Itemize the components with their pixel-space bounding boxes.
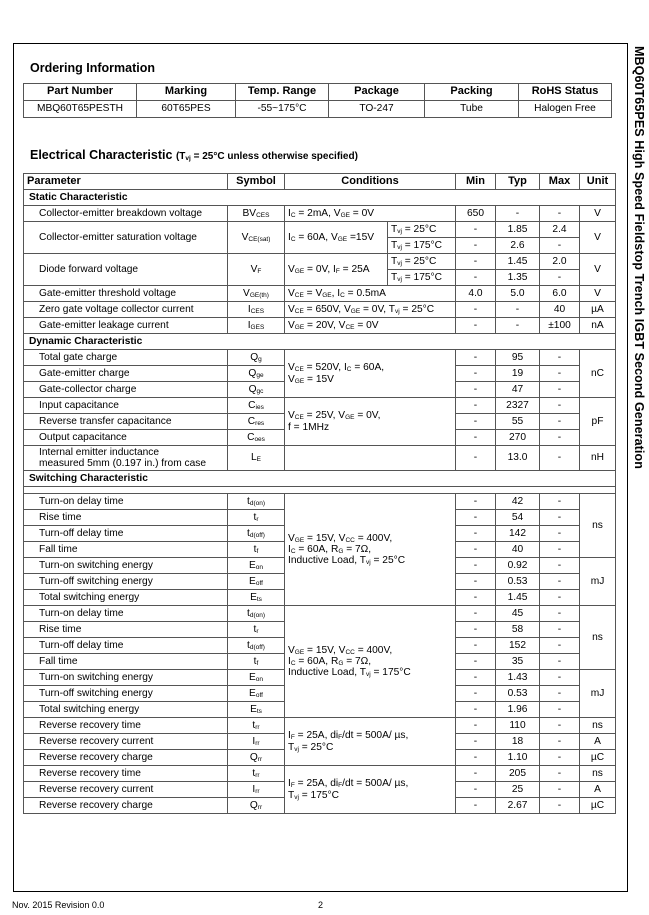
min-cell: - <box>456 750 496 766</box>
table-row <box>24 398 616 414</box>
max-cell: - <box>540 750 580 766</box>
max-cell: - <box>540 766 580 782</box>
param-cell: Gate-collector charge <box>24 382 228 398</box>
table-row <box>24 302 616 318</box>
param-cell: Collector-emitter breakdown voltage <box>24 206 228 222</box>
param-cell: Output capacitance <box>24 430 228 446</box>
param-cell: Reverse recovery charge <box>24 798 228 814</box>
param-cell: Fall time <box>24 542 228 558</box>
condition-line: Inductive Load, $T_{vj} = 25^\circ C$ <box>288 555 406 566</box>
min-cell: - <box>456 382 496 398</box>
symbol-cell: $t_{d(off)}$ <box>228 526 285 542</box>
header-parameter: Parameter <box>24 174 228 190</box>
symbol-cell: $E_{on}$ <box>228 558 285 574</box>
table-row <box>24 222 616 238</box>
typ-cell: 25 <box>496 782 540 798</box>
symbol-cell: $t_{rr}$ <box>228 766 285 782</box>
max-cell: - <box>540 238 580 254</box>
unit-cell: ns <box>580 766 616 782</box>
param-cell: Gate-emitter leakage current <box>24 318 228 334</box>
group-row-switching <box>24 471 616 487</box>
max-cell: - <box>540 430 580 446</box>
table-header-row <box>24 174 616 190</box>
max-cell: - <box>540 702 580 718</box>
max-cell: - <box>540 798 580 814</box>
min-cell: - <box>456 302 496 318</box>
min-cell: - <box>456 318 496 334</box>
param-cell: Turn-on switching energy <box>24 558 228 574</box>
param-line: Internal emitter inductance <box>39 446 160 458</box>
max-cell: - <box>540 782 580 798</box>
min-cell: - <box>456 798 496 814</box>
condition-line: $I_F = 25A$, $di_F/dt = 500A/$ µs, <box>288 730 409 742</box>
min-cell: - <box>456 254 496 270</box>
param-cell: Turn-on switching energy <box>24 670 228 686</box>
condition-cell: $V_{CE} = 25V$, $V_{GE} = 0V$, f = 1MHz <box>285 398 456 446</box>
symbol-cell: $E_{off}$ <box>228 686 285 702</box>
unit-cell: ns <box>580 606 616 670</box>
max-cell: - <box>540 542 580 558</box>
unit-cell: nC <box>580 350 616 398</box>
unit-cell: ns <box>580 494 616 558</box>
typ-cell: 152 <box>496 638 540 654</box>
header-max: Max <box>540 174 580 190</box>
typ-cell: 0.53 <box>496 574 540 590</box>
electrical-table <box>23 173 616 814</box>
typ-cell: 205 <box>496 766 540 782</box>
group-label: Dynamic Characteristic <box>24 334 616 350</box>
sub-condition-cell: $T_{vj} = 175^\circ C$ <box>388 238 456 254</box>
min-cell: - <box>456 670 496 686</box>
typ-cell: 18 <box>496 734 540 750</box>
header-conditions: Conditions <box>285 174 456 190</box>
min-cell: 4.0 <box>456 286 496 302</box>
electrical-title <box>30 148 358 162</box>
param-cell: Turn-off delay time <box>24 638 228 654</box>
param-cell: Reverse transfer capacitance <box>24 414 228 430</box>
max-cell: - <box>540 638 580 654</box>
param-cell: Diode forward voltage <box>24 254 228 286</box>
min-cell: - <box>456 686 496 702</box>
header-symbol: Symbol <box>228 174 285 190</box>
symbol-cell: $Q_{gc}$ <box>228 382 285 398</box>
symbol-cell: $t_{d(on)}$ <box>228 494 285 510</box>
symbol-cell: $Q_g$ <box>228 350 285 366</box>
param-cell: Rise time <box>24 510 228 526</box>
max-cell: - <box>540 558 580 574</box>
header-marking: Marking <box>137 84 236 101</box>
group-row-dynamic <box>24 334 616 350</box>
max-cell: - <box>540 734 580 750</box>
param-cell: Collector-emitter saturation voltage <box>24 222 228 254</box>
header-packing: Packing <box>425 84 519 101</box>
condition-line: $V_{GE} = 15V$, $V_{CC} = 400V$, <box>288 644 393 656</box>
unit-cell: A <box>580 734 616 750</box>
param-cell: Reverse recovery current <box>24 734 228 750</box>
condition-cell: $I_C = 2mA$, $V_{GE} = 0V$ <box>285 206 456 222</box>
symbol-cell: $V_{CE(sat)}$ <box>228 222 285 254</box>
symbol-cell: $Q_{rr}$ <box>228 798 285 814</box>
max-cell: - <box>540 606 580 622</box>
group-label: Switching Characteristic <box>24 471 616 487</box>
condition-cell: $I_C = 60A$, $V_{GE} =15V$ <box>285 222 388 254</box>
electrical-title-text: Electrical Characteristic <box>30 148 173 162</box>
param-cell: Turn-on delay time <box>24 494 228 510</box>
param-cell: Total switching energy <box>24 702 228 718</box>
table-row <box>24 206 616 222</box>
max-cell: - <box>540 414 580 430</box>
condition-line: $I_C = 60A$, $R_G = 7\Omega$, <box>288 543 372 555</box>
typ-cell: 1.35 <box>496 270 540 286</box>
table-row <box>24 494 616 510</box>
typ-cell: 47 <box>496 382 540 398</box>
max-cell: 40 <box>540 302 580 318</box>
param-cell: Reverse recovery time <box>24 766 228 782</box>
min-cell: 650 <box>456 206 496 222</box>
electrical-note: ($T_{vj} = 25^\circ C$ unless otherwise specified) <box>175 151 358 162</box>
symbol-cell: $C_{ies}$ <box>228 398 285 414</box>
condition-cell <box>285 718 456 766</box>
symbol-cell: $L_E$ <box>228 446 285 471</box>
unit-cell: V <box>580 254 616 286</box>
unit-cell: mJ <box>580 558 616 606</box>
max-cell: - <box>540 686 580 702</box>
param-cell: Turn-off delay time <box>24 526 228 542</box>
symbol-cell: $t_{d(off)}$ <box>228 638 285 654</box>
min-cell: - <box>456 270 496 286</box>
min-cell: - <box>456 782 496 798</box>
cell-rohs: Halogen Free <box>519 101 612 118</box>
symbol-cell: $E_{ts}$ <box>228 590 285 606</box>
table-row <box>24 718 616 734</box>
typ-cell: 5.0 <box>496 286 540 302</box>
group-row-static <box>24 190 616 206</box>
param-cell: Reverse recovery current <box>24 782 228 798</box>
typ-cell: 19 <box>496 366 540 382</box>
max-cell: - <box>540 510 580 526</box>
unit-cell: µC <box>580 798 616 814</box>
side-title: MBQ60T65PES High Speed Fieldstop Trench IGBT Second Generation <box>632 46 646 469</box>
max-cell: - <box>540 670 580 686</box>
min-cell: - <box>456 766 496 782</box>
min-cell: - <box>456 494 496 510</box>
condition-line: Inductive Load, $T_{vj} = 175^\circ C$ <box>288 667 411 678</box>
min-cell: - <box>456 718 496 734</box>
header-typ: Typ <box>496 174 540 190</box>
unit-cell: pF <box>580 398 616 446</box>
table-row <box>24 446 616 471</box>
max-cell: - <box>540 398 580 414</box>
symbol-cell: $I_{GES}$ <box>228 318 285 334</box>
typ-cell: 54 <box>496 510 540 526</box>
param-cell: Turn-off switching energy <box>24 574 228 590</box>
table-header-row <box>24 84 612 101</box>
min-cell: - <box>456 702 496 718</box>
max-cell: - <box>540 270 580 286</box>
param-cell: Gate-emitter threshold voltage <box>24 286 228 302</box>
condition-cell <box>285 446 456 471</box>
table-row <box>24 254 616 270</box>
sub-condition-cell: $T_{vj} = 25^\circ C$ <box>388 222 456 238</box>
symbol-cell: $t_r$ <box>228 510 285 526</box>
symbol-cell: $C_{oes}$ <box>228 430 285 446</box>
param-line: measured 5mm (0.197 in.) from case <box>39 458 207 469</box>
condition-cell <box>285 494 456 606</box>
symbol-cell: $t_{rr}$ <box>228 718 285 734</box>
unit-cell: µA <box>580 302 616 318</box>
min-cell: - <box>456 414 496 430</box>
symbol-cell: $C_{res}$ <box>228 414 285 430</box>
max-cell: - <box>540 446 580 471</box>
param-cell: Turn-on delay time <box>24 606 228 622</box>
sub-condition-cell: $T_{vj} = 25^\circ C$ <box>388 254 456 270</box>
min-cell: - <box>456 606 496 622</box>
typ-cell: 95 <box>496 350 540 366</box>
unit-cell: mJ <box>580 670 616 718</box>
typ-cell: 13.0 <box>496 446 540 471</box>
condition-cell <box>285 606 456 718</box>
param-cell: Reverse recovery time <box>24 718 228 734</box>
param-cell: Input capacitance <box>24 398 228 414</box>
max-cell: - <box>540 350 580 366</box>
unit-cell: µC <box>580 750 616 766</box>
min-cell: - <box>456 222 496 238</box>
unit-cell: ns <box>580 718 616 734</box>
unit-cell: V <box>580 206 616 222</box>
param-cell: Turn-off switching energy <box>24 686 228 702</box>
symbol-cell: $V_{GE(th)}$ <box>228 286 285 302</box>
unit-cell: V <box>580 286 616 302</box>
condition-line: $I_C = 60A$, $R_G = 7\Omega$, <box>288 655 372 667</box>
table-row <box>24 606 616 622</box>
typ-cell: 1.43 <box>496 670 540 686</box>
condition-cell <box>285 766 456 814</box>
table-row <box>24 286 616 302</box>
param-cell: Total switching energy <box>24 590 228 606</box>
min-cell: - <box>456 398 496 414</box>
typ-cell: 55 <box>496 414 540 430</box>
typ-cell: - <box>496 302 540 318</box>
typ-cell: - <box>496 318 540 334</box>
condition-line: $V_{GE} = 15V$, $V_{CC} = 400V$, <box>288 532 393 544</box>
typ-cell: 1.10 <box>496 750 540 766</box>
symbol-cell: $BV_{CES}$ <box>228 206 285 222</box>
max-cell: 6.0 <box>540 286 580 302</box>
max-cell: - <box>540 574 580 590</box>
cell-temp-range: -55~175°C <box>236 101 329 118</box>
min-cell: - <box>456 510 496 526</box>
symbol-cell: $E_{ts}$ <box>228 702 285 718</box>
min-cell: - <box>456 734 496 750</box>
symbol-cell: $Q_{ge}$ <box>228 366 285 382</box>
typ-cell: 2.6 <box>496 238 540 254</box>
sub-condition-cell: $T_{vj} = 175^\circ C$ <box>388 270 456 286</box>
max-cell: - <box>540 590 580 606</box>
typ-cell: 1.45 <box>496 254 540 270</box>
typ-cell: 58 <box>496 622 540 638</box>
condition-line: $I_F = 25A$, $di_F/dt = 500A/$ µs, <box>288 778 409 790</box>
cell-packing: Tube <box>425 101 519 118</box>
table-row <box>24 101 612 118</box>
max-cell: 2.0 <box>540 254 580 270</box>
cell-part-number: MBQ60T65PESTH <box>24 101 137 118</box>
header-temp-range: Temp. Range <box>236 84 329 101</box>
param-cell: Total gate charge <box>24 350 228 366</box>
max-cell: - <box>540 494 580 510</box>
max-cell: - <box>540 382 580 398</box>
page-number: 2 <box>318 900 324 910</box>
max-cell: - <box>540 206 580 222</box>
symbol-cell: $t_f$ <box>228 542 285 558</box>
min-cell: - <box>456 366 496 382</box>
cell-marking: 60T65PES <box>137 101 236 118</box>
condition-line: $T_{vj} = 25^\circ C$ <box>288 741 334 753</box>
min-cell: - <box>456 238 496 254</box>
param-cell: Reverse recovery charge <box>24 750 228 766</box>
max-cell: ±100 <box>540 318 580 334</box>
table-row <box>24 766 616 782</box>
header-min: Min <box>456 174 496 190</box>
param-cell: Fall time <box>24 654 228 670</box>
typ-cell: 110 <box>496 718 540 734</box>
condition-cell: $V_{GE} = 0V$, $I_F = 25A$ <box>285 254 388 286</box>
typ-cell: 42 <box>496 494 540 510</box>
ordering-table <box>23 83 612 118</box>
unit-cell: V <box>580 222 616 254</box>
symbol-cell: $t_{d(on)}$ <box>228 606 285 622</box>
typ-cell: 0.92 <box>496 558 540 574</box>
spacer-row <box>24 487 616 494</box>
table-row <box>24 318 616 334</box>
condition-cell: $V_{GE} = 20V$, $V_{CE} = 0V$ <box>285 318 456 334</box>
unit-cell: nH <box>580 446 616 471</box>
spacer-cell <box>24 487 616 494</box>
min-cell: - <box>456 654 496 670</box>
min-cell: - <box>456 622 496 638</box>
typ-cell: 40 <box>496 542 540 558</box>
param-cell: Rise time <box>24 622 228 638</box>
header-part-number: Part Number <box>24 84 137 101</box>
symbol-cell: $t_r$ <box>228 622 285 638</box>
min-cell: - <box>456 446 496 471</box>
typ-cell: 1.45 <box>496 590 540 606</box>
symbol-cell: $I_{CES}$ <box>228 302 285 318</box>
typ-cell: 45 <box>496 606 540 622</box>
symbol-cell: $Q_{rr}$ <box>228 750 285 766</box>
min-cell: - <box>456 574 496 590</box>
condition-line: $T_{vj} = 175^\circ C$ <box>288 789 339 801</box>
param-cell: Gate-emitter charge <box>24 366 228 382</box>
min-cell: - <box>456 430 496 446</box>
condition-cell: $V_{CE} = 520V$, $I_C = 60A$, $V_{GE} = 15V$ <box>285 350 456 398</box>
param-cell <box>24 446 228 471</box>
max-cell: - <box>540 526 580 542</box>
typ-cell: 2327 <box>496 398 540 414</box>
min-cell: - <box>456 590 496 606</box>
ordering-title: Ordering Information <box>30 61 155 75</box>
table-row <box>24 350 616 366</box>
min-cell: - <box>456 350 496 366</box>
cell-package: TO-247 <box>329 101 425 118</box>
symbol-cell: $t_f$ <box>228 654 285 670</box>
min-cell: - <box>456 526 496 542</box>
header-rohs: RoHS Status <box>519 84 612 101</box>
typ-cell: 270 <box>496 430 540 446</box>
typ-cell: - <box>496 206 540 222</box>
typ-cell: 1.85 <box>496 222 540 238</box>
header-unit: Unit <box>580 174 616 190</box>
max-cell: - <box>540 622 580 638</box>
typ-cell: 2.67 <box>496 798 540 814</box>
typ-cell: 0.53 <box>496 686 540 702</box>
max-cell: - <box>540 366 580 382</box>
max-cell: - <box>540 654 580 670</box>
header-package: Package <box>329 84 425 101</box>
typ-cell: 35 <box>496 654 540 670</box>
revision-footer: Nov. 2015 Revision 0.0 <box>12 900 105 910</box>
param-cell: Zero gate voltage collector current <box>24 302 228 318</box>
symbol-cell: $V_F$ <box>228 254 285 286</box>
symbol-cell: $E_{off}$ <box>228 574 285 590</box>
typ-cell: 142 <box>496 526 540 542</box>
unit-cell: nA <box>580 318 616 334</box>
symbol-cell: $I_{rr}$ <box>228 782 285 798</box>
min-cell: - <box>456 638 496 654</box>
min-cell: - <box>456 542 496 558</box>
condition-cell: $V_{CE} = V_{GE}$, $I_C = 0.5mA$ <box>285 286 456 302</box>
max-cell: 2.4 <box>540 222 580 238</box>
max-cell: - <box>540 718 580 734</box>
symbol-cell: $I_{rr}$ <box>228 734 285 750</box>
unit-cell: A <box>580 782 616 798</box>
condition-cell: $V_{CE} = 650V$, $V_{GE} = 0V$, $T_{vj} = 25^\circ C$ <box>285 302 456 318</box>
group-label: Static Characteristic <box>24 190 616 206</box>
min-cell: - <box>456 558 496 574</box>
typ-cell: 1.96 <box>496 702 540 718</box>
symbol-cell: $E_{on}$ <box>228 670 285 686</box>
